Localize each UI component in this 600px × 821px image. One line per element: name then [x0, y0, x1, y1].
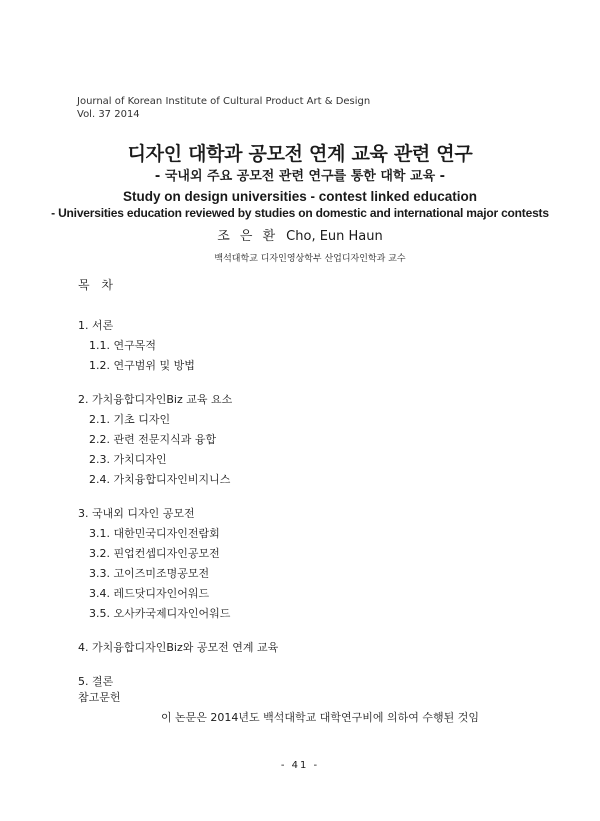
toc-section-2: 2. 가치융합디자인Biz 교육 요소: [78, 393, 233, 406]
toc-references: 참고문헌: [78, 691, 121, 704]
toc-section-1: 1. 서론: [78, 319, 114, 332]
journal-volume: Vol. 37 2014: [77, 109, 140, 120]
toc-item: 3.3. 고이즈미조명공모전: [89, 567, 210, 580]
toc-item: 2.1. 기초 디자인: [89, 413, 171, 426]
title-block: [0, 141, 600, 221]
toc-item: 3.5. 오사카국제디자인어워드: [89, 607, 231, 620]
author-english-name: Cho, Eun Haun: [286, 229, 383, 244]
toc-item: 1.2. 연구범위 및 방법: [89, 359, 195, 372]
toc-item: 3.2. 핀업컨셉디자인공모전: [89, 547, 220, 560]
toc-section-4: 4. 가치융합디자인Biz와 공모전 연계 교육: [78, 641, 279, 654]
table-of-contents: [78, 316, 278, 692]
author-line: [0, 228, 600, 246]
paper-title: 디자인 대학과 공모전 연계 교육 관련 연구: [127, 143, 473, 165]
toc-item: 2.3. 가치디자인: [89, 453, 167, 466]
toc-section-3: 3. 국내외 디자인 공모전: [78, 507, 195, 520]
funding-note: 이 논문은 2014년도 백석대학교 대학연구비에 의하여 수행된 것임: [160, 711, 480, 724]
toc-item: 1.1. 연구목적: [89, 339, 156, 352]
journal-header: [77, 95, 370, 121]
english-subtitle: - Universities education reviewed by studies on domestic and international major contests: [51, 206, 549, 220]
toc-heading: 목 차: [78, 278, 117, 292]
toc-item: 2.2. 관련 전문지식과 융합: [89, 433, 217, 446]
toc-section-5: 5. 결론: [78, 675, 114, 688]
toc-item: 3.1. 대한민국디자인전람회: [89, 527, 220, 540]
toc-item: 2.4. 가치융합디자인비지니스: [89, 473, 231, 486]
paper-subtitle: - 국내외 주요 공모전 관련 연구를 통한 대학 교육 -: [154, 169, 446, 184]
page-number: - 41 -: [280, 760, 320, 771]
english-title: Study on design universities - contest linked education: [122, 189, 478, 204]
author-korean-name: 조 은 환: [217, 229, 279, 244]
author-affiliation: 백석대학교 디자인영상학부 산업디자인학과 교수: [214, 254, 406, 264]
journal-name: Journal of Korean Institute of Cultural Product Art & Design: [77, 96, 371, 107]
toc-item: 3.4. 레드닷디자인어워드: [89, 587, 210, 600]
